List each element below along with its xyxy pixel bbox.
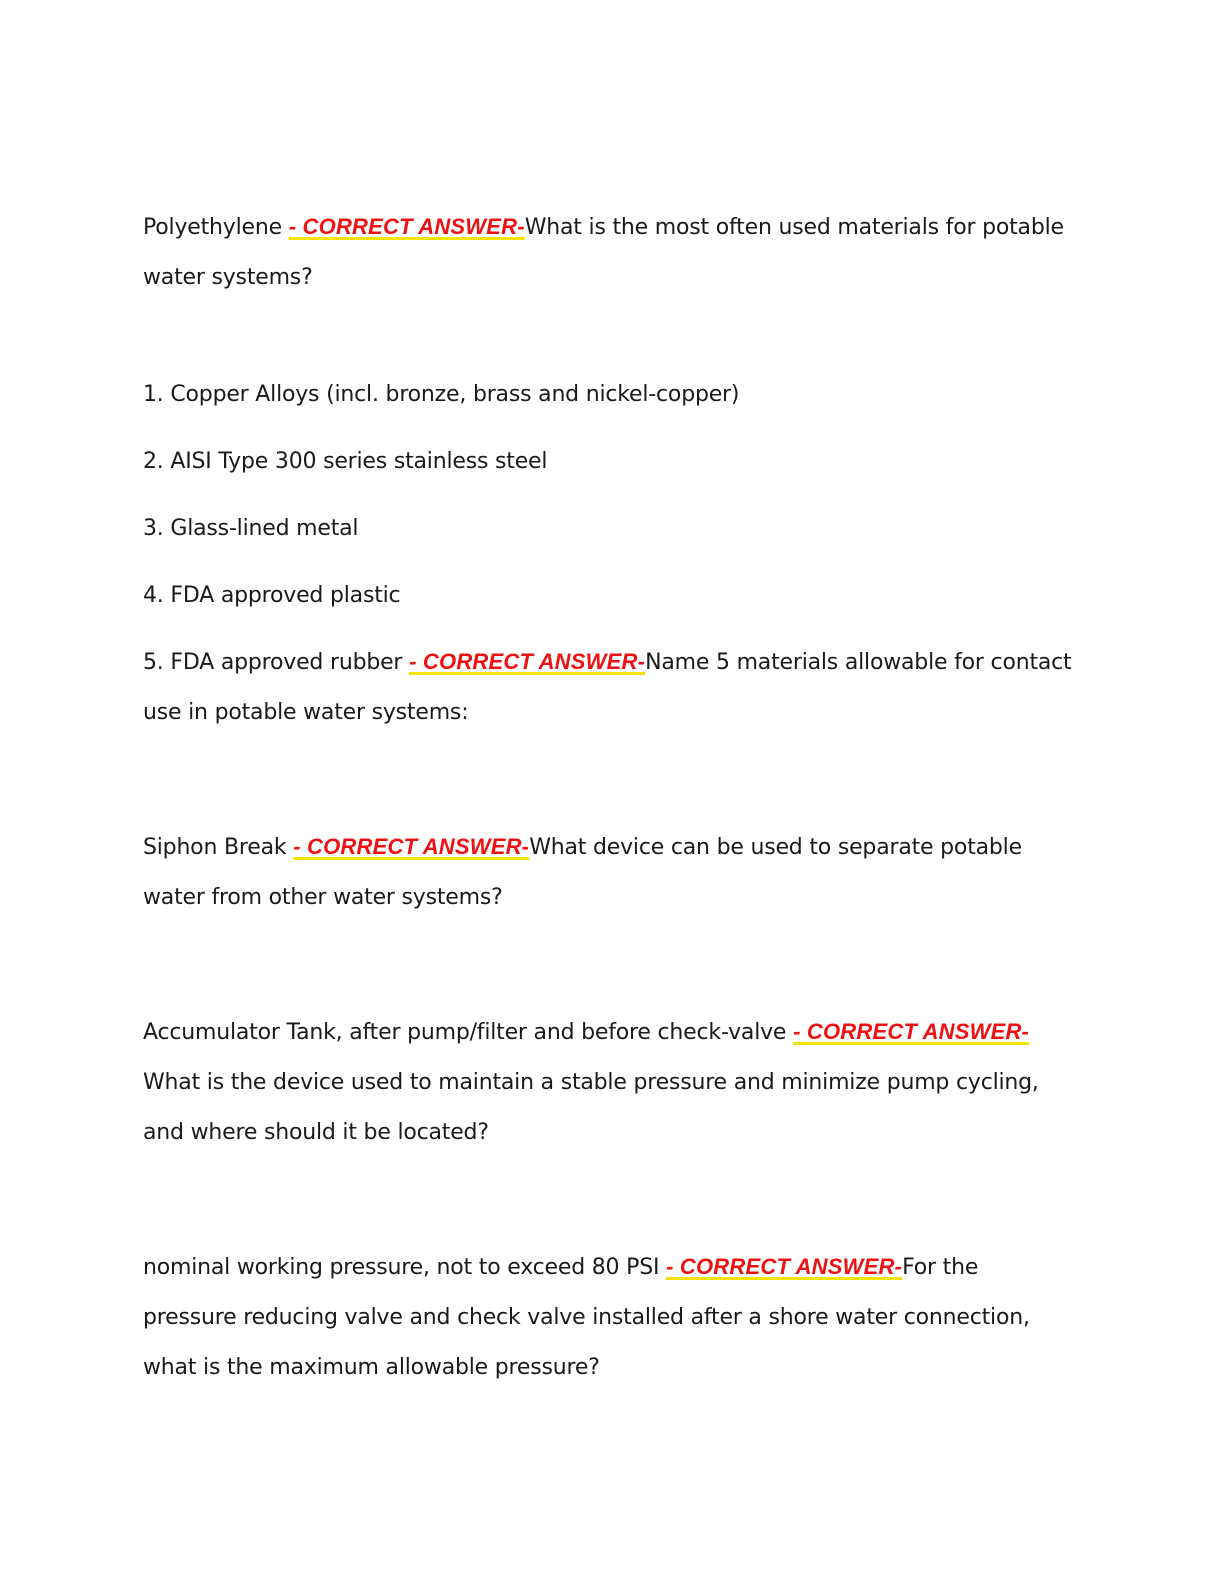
document-body — [143, 202, 1073, 1393]
answer-text: Accumulator Tank, after pump/filter and before check-valve — [143, 1020, 794, 1045]
correct-answer-tag: - CORRECT ANSWER- — [288, 214, 525, 239]
qa-item-5 — [143, 1242, 1073, 1393]
question-text: What is the device used to maintain a stable pressure and minimize pump cycling, and where should it be located? — [143, 1070, 1039, 1145]
list-item: 3. Glass-lined metal — [143, 516, 359, 541]
answer-text: nominal working pressure, not to exceed 80 PSI — [143, 1255, 667, 1280]
question-text: What is the most often used materials for potable water systems? — [143, 215, 1064, 290]
correct-answer-tag: - CORRECT ANSWER- — [793, 1019, 1030, 1044]
list-item-last — [143, 637, 1073, 738]
qa-item-3 — [143, 822, 1073, 923]
answer-text: Siphon Break — [143, 835, 294, 860]
question-text: For the pressure reducing valve and check valve installed after a shore water connection, what is the maximum allowable pressure? — [143, 1255, 1030, 1380]
question-text: Name 5 materials allowable for contact use in potable water systems: — [143, 650, 1072, 725]
qa-item-4 — [143, 1007, 1073, 1158]
qa-item-2 — [143, 361, 1073, 738]
correct-answer-tag: - CORRECT ANSWER- — [666, 1254, 903, 1279]
spacer — [143, 738, 1073, 822]
list-item: 4. FDA approved plastic — [143, 583, 401, 608]
spacer — [143, 923, 1073, 1007]
qa-item-1 — [143, 202, 1073, 303]
answer-text: 5. FDA approved rubber — [143, 650, 410, 675]
answer-text: Polyethylene — [143, 215, 289, 240]
correct-answer-tag: - CORRECT ANSWER- — [293, 834, 530, 859]
list-item: 2. AISI Type 300 series stainless steel — [143, 449, 548, 474]
correct-answer-tag: - CORRECT ANSWER- — [409, 649, 646, 674]
list-item: 1. Copper Alloys (incl. bronze, brass and nickel-copper) — [143, 382, 740, 407]
question-text: What device can be used to separate potable water from other water systems? — [143, 835, 1022, 910]
spacer — [143, 1158, 1073, 1242]
